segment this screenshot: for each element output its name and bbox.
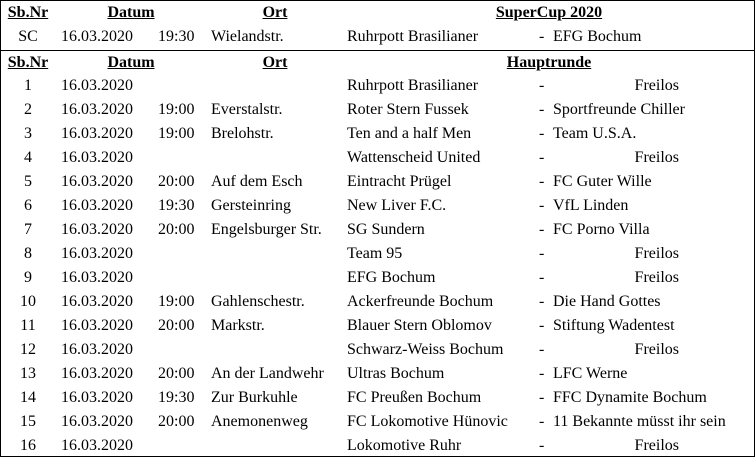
match-time: 19:30 xyxy=(158,389,195,406)
vs-dash: - xyxy=(539,341,545,358)
header-ort: Ort xyxy=(262,4,288,21)
match-time: 19:30 xyxy=(158,197,195,214)
freilos-label xyxy=(553,218,751,242)
match-date: 16.03.2020 xyxy=(61,437,133,454)
match-date: 16.03.2020 xyxy=(61,413,133,430)
match-date: 16.03.2020 xyxy=(61,317,133,334)
home-team: Lokomotive Ruhr xyxy=(347,437,462,454)
away-team: LFC Werne xyxy=(553,365,628,382)
home-team: Team 95 xyxy=(347,245,403,262)
home-team: FC Preußen Bochum xyxy=(347,389,482,406)
away-team: Die Hand Gottes xyxy=(553,293,661,310)
freilos-label xyxy=(553,194,751,218)
match-nr: 5 xyxy=(24,173,32,190)
match-location: Brelohstr. xyxy=(211,125,274,142)
match-row xyxy=(1,434,754,458)
match-nr: 13 xyxy=(20,365,36,382)
home-team: Ackerfreunde Bochum xyxy=(347,293,494,310)
away-team: VfL Linden xyxy=(553,197,629,214)
match-date: 16.03.2020 xyxy=(61,245,133,262)
header-nr: Sb.Nr xyxy=(7,4,49,21)
freilos-label: Freilos xyxy=(634,269,679,286)
match-time: 20:00 xyxy=(158,221,195,238)
match-row xyxy=(1,194,754,218)
match-row xyxy=(1,242,754,266)
freilos-label xyxy=(553,98,751,122)
vs-dash: - xyxy=(539,437,545,454)
vs-dash: - xyxy=(539,173,545,190)
header-nr: Sb.Nr xyxy=(7,54,49,71)
home-team: Schwarz-Weiss Bochum xyxy=(347,341,504,358)
vs-dash: - xyxy=(539,245,545,262)
freilos-label: Freilos xyxy=(634,149,679,166)
home-team: Ten and a half Men xyxy=(347,125,472,142)
match-nr: 12 xyxy=(20,341,36,358)
away-team: 11 Bekannte müsst ihr sein xyxy=(553,413,726,430)
vs-dash: - xyxy=(539,101,545,118)
match-row xyxy=(1,170,754,194)
vs-dash: - xyxy=(539,269,545,286)
freilos-label: Freilos xyxy=(634,245,679,262)
vs-dash: - xyxy=(539,125,545,142)
match-nr: 9 xyxy=(24,269,32,286)
match-date: 16.03.2020 xyxy=(61,173,133,190)
match-row xyxy=(1,122,754,146)
match-nr: 16 xyxy=(20,437,36,454)
match-row xyxy=(1,314,754,338)
match-date: 16.03.2020 xyxy=(61,269,133,286)
vs-dash: - xyxy=(539,413,545,430)
freilos-label xyxy=(553,314,751,338)
match-date: 16.03.2020 xyxy=(61,221,133,238)
match-date: 16.03.2020 xyxy=(61,101,133,118)
match-date: 16.03.2020 xyxy=(61,389,133,406)
home-team: FC Lokomotive Hünovic xyxy=(347,413,508,430)
match-date: 16.03.2020 xyxy=(61,77,133,94)
away-team: FC Guter Wille xyxy=(553,173,652,190)
match-time: 20:00 xyxy=(158,365,195,382)
match-row xyxy=(1,362,754,386)
freilos-label xyxy=(553,170,751,194)
match-date: 16.03.2020 xyxy=(61,149,133,166)
match-time: 20:00 xyxy=(158,173,195,190)
home-team: New Liver F.C. xyxy=(347,197,447,214)
match-location: Gahlenschestr. xyxy=(211,293,305,310)
match-row xyxy=(1,386,754,410)
match-nr: 15 xyxy=(20,413,36,430)
hauptrunde-header-row xyxy=(1,50,754,75)
match-date: 16.03.2020 xyxy=(61,28,133,45)
away-team: Team U.S.A. xyxy=(553,125,637,142)
freilos-label xyxy=(553,386,751,410)
match-time: 19:30 xyxy=(158,28,195,45)
home-team: Ruhrpott Brasilianer xyxy=(347,77,479,94)
match-row xyxy=(1,74,754,98)
match-row xyxy=(1,338,754,362)
match-row xyxy=(1,218,754,242)
freilos-label xyxy=(553,290,751,314)
match-location: Anemonenweg xyxy=(211,413,308,430)
match-location: Everstalstr. xyxy=(211,101,283,118)
away-team: FFC Dynamite Bochum xyxy=(553,389,707,406)
header-datum: Datum xyxy=(107,4,155,21)
supercup-header-row xyxy=(1,1,754,25)
match-nr: 6 xyxy=(24,197,32,214)
vs-dash: - xyxy=(539,389,545,406)
away-team: FC Porno Villa xyxy=(553,221,650,238)
freilos-label: Freilos xyxy=(634,437,679,454)
match-time: 20:00 xyxy=(158,317,195,334)
home-team: Roter Stern Fussek xyxy=(347,101,469,118)
match-location: Auf dem Esch xyxy=(211,173,303,190)
match-nr: 10 xyxy=(20,293,36,310)
match-date: 16.03.2020 xyxy=(61,341,133,358)
match-row xyxy=(1,410,754,434)
match-row xyxy=(1,146,754,170)
vs-dash: - xyxy=(539,365,545,382)
vs-dash: - xyxy=(539,293,545,310)
freilos-label: Freilos xyxy=(634,341,679,358)
home-team: Ruhrpott Brasilianer xyxy=(347,28,479,45)
match-date: 16.03.2020 xyxy=(61,125,133,142)
match-nr: 2 xyxy=(24,101,32,118)
vs-dash: - xyxy=(539,317,545,334)
home-team: Blauer Stern Oblomov xyxy=(347,317,492,334)
match-location: Gersteinring xyxy=(211,197,291,214)
away-team: Sportfreunde Chiller xyxy=(553,101,685,118)
away-team: EFG Bochum xyxy=(553,28,642,45)
match-nr: 11 xyxy=(20,317,36,334)
freilos-label: Freilos xyxy=(634,77,679,94)
home-team: Eintracht Prügel xyxy=(347,173,452,190)
match-location: Engelsburger Str. xyxy=(211,221,322,238)
match-row xyxy=(1,266,754,290)
match-location: Zur Burkuhle xyxy=(211,389,298,406)
match-time: 19:00 xyxy=(158,101,195,118)
freilos-label xyxy=(553,362,751,386)
vs-dash: - xyxy=(539,28,545,45)
vs-dash: - xyxy=(539,149,545,166)
header-datum: Datum xyxy=(107,54,155,71)
match-time: 20:00 xyxy=(158,413,195,430)
match-nr: 8 xyxy=(24,245,32,262)
supercup-title: SuperCup 2020 xyxy=(495,4,603,21)
hauptrunde-title: Hauptrunde xyxy=(506,54,592,71)
vs-dash: - xyxy=(539,77,545,94)
match-row xyxy=(1,98,754,122)
match-time: 19:00 xyxy=(158,125,195,142)
home-team: EFG Bochum xyxy=(347,269,436,286)
match-location: Wielandstr. xyxy=(211,28,284,45)
match-nr: 1 xyxy=(24,77,32,94)
match-nr: SC xyxy=(18,28,38,45)
supercup-row xyxy=(1,25,754,49)
match-location: An der Landwehr xyxy=(211,365,324,382)
match-nr: 4 xyxy=(24,149,32,166)
match-nr: 14 xyxy=(20,389,36,406)
vs-dash: - xyxy=(539,221,545,238)
match-date: 16.03.2020 xyxy=(61,365,133,382)
header-ort: Ort xyxy=(262,54,288,71)
home-team: Wattenscheid United xyxy=(347,149,481,166)
home-team: SG Sundern xyxy=(347,221,425,238)
freilos-label xyxy=(553,122,751,146)
vs-dash: - xyxy=(539,197,545,214)
match-time: 19:00 xyxy=(158,293,195,310)
match-nr: 3 xyxy=(24,125,32,142)
freilos-label xyxy=(553,410,751,434)
match-location: Markstr. xyxy=(211,317,265,334)
home-team: Ultras Bochum xyxy=(347,365,445,382)
match-date: 16.03.2020 xyxy=(61,197,133,214)
match-row xyxy=(1,290,754,314)
match-nr: 7 xyxy=(24,221,32,238)
away-team: Stiftung Wadentest xyxy=(553,317,675,334)
match-date: 16.03.2020 xyxy=(61,293,133,310)
